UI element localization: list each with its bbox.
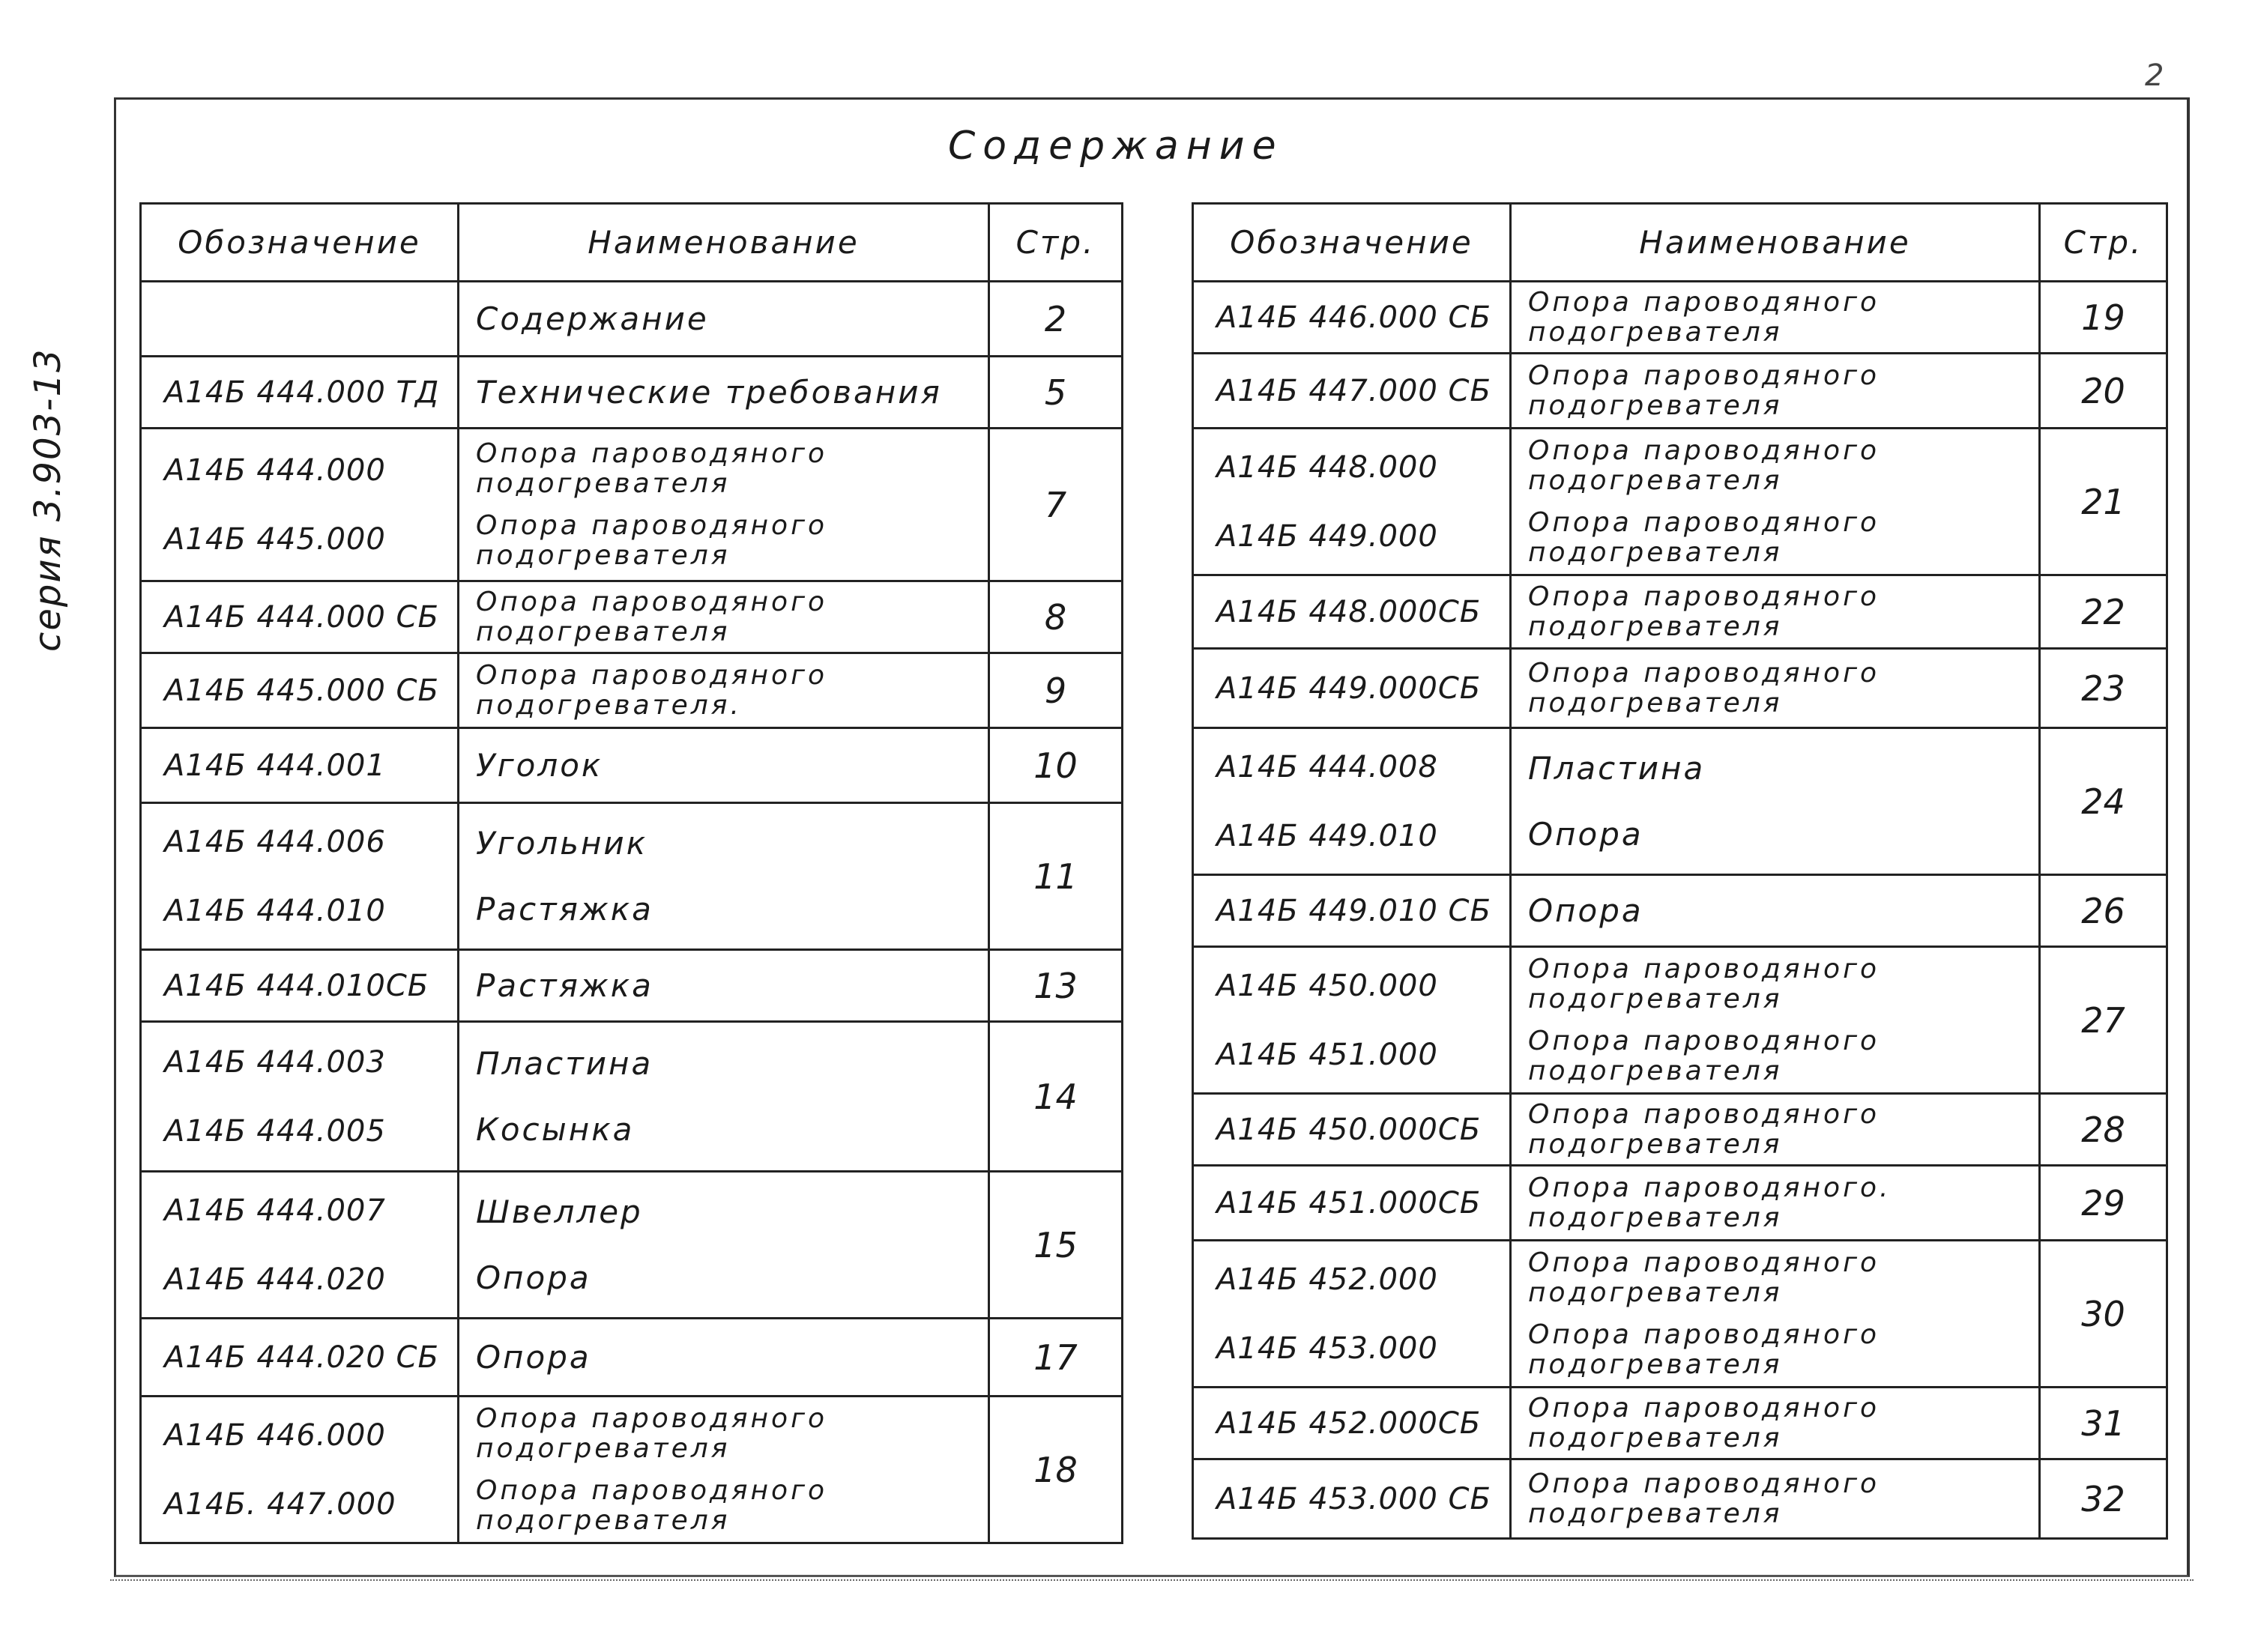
name-cell <box>1511 728 2040 875</box>
toc-row <box>141 1022 1123 1172</box>
page-cell: 27 <box>2040 947 2167 1094</box>
toc-row <box>141 357 1123 429</box>
designation-text: А14Б 446.000 СБ <box>1216 300 1491 335</box>
toc-row <box>141 728 1123 803</box>
name-text: Опора пароводяного подогревателя <box>1528 1025 1880 1086</box>
designation-cell <box>1193 1241 1511 1388</box>
designation-text: А14Б 444.000 ТД <box>164 375 440 410</box>
name-cell <box>1511 354 2040 429</box>
toc-row <box>141 653 1123 728</box>
name-cell <box>1511 947 2040 1094</box>
name-cell <box>459 429 989 581</box>
name-text: Опора пароводяного подогревателя <box>1528 286 1880 348</box>
page-cell: 8 <box>989 581 1123 653</box>
designation-text: А14Б 451.000СБ <box>1216 1185 1482 1220</box>
toc-row <box>1193 875 2167 947</box>
name-text: Опора пароводяного подогревателя <box>1528 435 1880 496</box>
page-cell: 11 <box>989 803 1123 950</box>
designation-cell <box>1193 875 1511 947</box>
name-text: Опора пароводяного подогревателя <box>476 509 828 571</box>
page-cell: 20 <box>2040 354 2167 429</box>
name-text: Растяжка <box>476 890 653 928</box>
designation-cell <box>1193 1459 1511 1539</box>
page-cell: 26 <box>2040 875 2167 947</box>
toc-row <box>141 1319 1123 1397</box>
name-text: Опора пароводяного подогревателя <box>476 438 828 499</box>
designation-text: А14Б 446.000 <box>164 1417 386 1453</box>
designation-cell <box>1193 282 1511 354</box>
designation-cell <box>1193 728 1511 875</box>
page-cell: 7 <box>989 429 1123 581</box>
name-cell <box>459 581 989 653</box>
designation-text: А14Б. 447.000 <box>164 1486 396 1522</box>
designation-text: А14Б 444.010 <box>164 893 386 928</box>
header-page: Стр. <box>2040 204 2167 282</box>
name-cell <box>459 803 989 950</box>
name-cell <box>459 1172 989 1319</box>
name-text: Опора <box>1528 815 1643 853</box>
designation-text: А14Б 453.000 <box>1216 1331 1438 1366</box>
designation-cell <box>1193 575 1511 649</box>
name-cell <box>1511 1094 2040 1166</box>
page-cell: 24 <box>2040 728 2167 875</box>
designation-text: А14Б 444.008 <box>1216 749 1438 784</box>
designation-cell <box>141 1172 459 1319</box>
designation-text: А14Б 444.000 <box>164 453 386 488</box>
toc-row <box>1193 1459 2167 1539</box>
designation-text: А14Б 452.000 <box>1216 1262 1438 1297</box>
name-text: Опора пароводяного подогревателя <box>1528 1468 1880 1529</box>
header-row <box>1193 204 2167 282</box>
page-cell: 14 <box>989 1022 1123 1172</box>
designation-cell <box>141 429 459 581</box>
name-text: Опора пароводяного. подогревателя <box>1528 1172 1892 1233</box>
name-text: Пластина <box>1528 749 1706 787</box>
name-text: Опора пароводяного подогревателя <box>1528 953 1880 1014</box>
page-cell: 32 <box>2040 1459 2167 1539</box>
name-text: Опора пароводяного подогревателя <box>1528 581 1880 642</box>
designation-text: А14Б 444.010СБ <box>164 968 429 1003</box>
name-text: Опора пароводяного подогревателя <box>1528 506 1880 568</box>
page-cell: 21 <box>2040 429 2167 575</box>
toc-row <box>1193 1388 2167 1459</box>
page-cell: 17 <box>989 1319 1123 1397</box>
designation-text: А14Б 444.000 СБ <box>164 599 439 635</box>
header-name: Наименование <box>1511 204 2040 282</box>
designation-cell <box>141 803 459 950</box>
designation-text: А14Б 444.007 <box>164 1193 386 1228</box>
series-label: серия 3.903-13 <box>27 348 69 652</box>
name-text: Опора <box>476 1259 591 1296</box>
designation-cell <box>141 950 459 1022</box>
designation-cell <box>1193 354 1511 429</box>
page-cell: 31 <box>2040 1388 2167 1459</box>
name-cell <box>1511 282 2040 354</box>
designation-text: А14Б 447.000 СБ <box>1216 373 1491 408</box>
name-text: Опора пароводяного подогревателя <box>1528 657 1880 718</box>
page-cell: 30 <box>2040 1241 2167 1388</box>
toc-row <box>141 803 1123 950</box>
designation-text: А14Б 451.000 <box>1216 1037 1438 1072</box>
designation-cell <box>1193 429 1511 575</box>
toc-row <box>141 282 1123 357</box>
name-cell <box>1511 1388 2040 1459</box>
name-cell <box>459 282 989 357</box>
toc-row <box>141 581 1123 653</box>
toc-table-right <box>1192 202 2168 1540</box>
toc-row <box>1193 1241 2167 1388</box>
designation-text: А14Б 444.003 <box>164 1044 386 1080</box>
page-cell: 2 <box>989 282 1123 357</box>
designation-cell <box>141 1022 459 1172</box>
name-text: Опора пароводяного подогревателя <box>1528 1098 1880 1160</box>
name-cell <box>1511 1241 2040 1388</box>
designation-cell <box>141 728 459 803</box>
name-cell <box>1511 575 2040 649</box>
designation-text: А14Б 449.000СБ <box>1216 671 1482 706</box>
page-cell: 29 <box>2040 1166 2167 1241</box>
designation-text: А14Б 444.020 СБ <box>164 1340 439 1375</box>
designation-text: А14Б 444.020 <box>164 1262 386 1297</box>
name-text: Угольник <box>476 824 648 862</box>
header-name: Наименование <box>459 204 989 282</box>
designation-text: А14Б 445.000 <box>164 521 386 557</box>
header-designation: Обозначение <box>1193 204 1511 282</box>
designation-text: А14Б 449.010 СБ <box>1216 893 1491 928</box>
name-text: Опора пароводяного подогревателя. <box>476 659 828 721</box>
page-cell: 15 <box>989 1172 1123 1319</box>
name-text: Опора пароводяного подогревателя <box>476 1474 828 1536</box>
name-cell <box>459 357 989 429</box>
page-cell: 28 <box>2040 1094 2167 1166</box>
name-text: Опора пароводяного подогревателя <box>476 1403 828 1464</box>
designation-cell <box>141 1397 459 1543</box>
designation-cell <box>141 581 459 653</box>
name-text: Опора пароводяного подогревателя <box>1528 1247 1880 1308</box>
name-cell <box>1511 1459 2040 1539</box>
toc-row <box>141 429 1123 581</box>
page-cell: 18 <box>989 1397 1123 1543</box>
header-page: Стр. <box>989 204 1123 282</box>
designation-cell <box>1193 1094 1511 1166</box>
name-text: Уголок <box>476 746 603 784</box>
designation-cell <box>1193 1166 1511 1241</box>
frame-bottom-edge <box>110 1579 2194 1582</box>
toc-row <box>1193 1166 2167 1241</box>
header-row <box>141 204 1123 282</box>
designation-cell <box>141 282 459 357</box>
designation-cell <box>141 653 459 728</box>
designation-text: А14Б 448.000 <box>1216 450 1438 485</box>
designation-text: А14Б 450.000СБ <box>1216 1112 1482 1147</box>
name-cell <box>459 1397 989 1543</box>
designation-text: А14Б 449.000 <box>1216 518 1438 554</box>
designation-text: А14Б 449.010 <box>1216 818 1438 853</box>
header-designation: Обозначение <box>141 204 459 282</box>
name-cell <box>459 728 989 803</box>
page-cell: 5 <box>989 357 1123 429</box>
name-cell <box>1511 875 2040 947</box>
toc-row <box>1193 728 2167 875</box>
name-cell <box>459 950 989 1022</box>
name-cell <box>459 1319 989 1397</box>
toc-row <box>141 1172 1123 1319</box>
designation-text: А14Б 448.000СБ <box>1216 594 1482 629</box>
designation-text: А14Б 444.001 <box>164 748 386 783</box>
toc-row <box>1193 354 2167 429</box>
page-cell: 22 <box>2040 575 2167 649</box>
name-text: Растяжка <box>476 966 653 1004</box>
designation-text: А14Б 450.000 <box>1216 968 1438 1003</box>
name-text: Косынка <box>476 1110 635 1148</box>
name-cell <box>1511 649 2040 728</box>
toc-row <box>1193 282 2167 354</box>
designation-text: А14Б 444.006 <box>164 824 386 859</box>
toc-row <box>141 1397 1123 1543</box>
name-cell <box>1511 1166 2040 1241</box>
page-cell: 13 <box>989 950 1123 1022</box>
page-cell: 9 <box>989 653 1123 728</box>
page-cell: 10 <box>989 728 1123 803</box>
designation-text: А14Б 452.000СБ <box>1216 1406 1482 1441</box>
page-title: Содержание <box>948 124 1284 169</box>
designation-cell <box>1193 1388 1511 1459</box>
name-text: Опора пароводяного подогревателя <box>476 586 828 647</box>
toc-row <box>1193 429 2167 575</box>
name-text: Опора пароводяного подогревателя <box>1528 1392 1880 1453</box>
designation-cell <box>1193 649 1511 728</box>
name-text: Опора <box>476 1338 591 1376</box>
designation-text: А14Б 445.000 СБ <box>164 673 439 708</box>
page-cell: 23 <box>2040 649 2167 728</box>
toc-row <box>1193 649 2167 728</box>
name-text: Технические требования <box>476 373 942 411</box>
toc-row <box>141 950 1123 1022</box>
name-text: Опора <box>1528 892 1643 929</box>
name-cell <box>459 653 989 728</box>
toc-row <box>1193 575 2167 649</box>
name-cell <box>459 1022 989 1172</box>
toc-table-left <box>139 202 1123 1544</box>
name-cell <box>1511 429 2040 575</box>
name-text: Опора пароводяного подогревателя <box>1528 1319 1880 1380</box>
name-text: Швеллер <box>476 1193 643 1230</box>
designation-text: А14Б 444.005 <box>164 1113 386 1149</box>
designation-cell <box>141 357 459 429</box>
toc-row <box>1193 1094 2167 1166</box>
designation-cell <box>141 1319 459 1397</box>
toc-row <box>1193 947 2167 1094</box>
name-text: Опора пароводяного подогревателя <box>1528 360 1880 421</box>
designation-cell <box>1193 947 1511 1094</box>
page-cell: 19 <box>2040 282 2167 354</box>
page-number: 2 <box>2145 58 2164 93</box>
designation-text: А14Б 453.000 СБ <box>1216 1481 1491 1516</box>
name-text: Содержание <box>476 300 709 337</box>
name-text: Пластина <box>476 1044 653 1082</box>
